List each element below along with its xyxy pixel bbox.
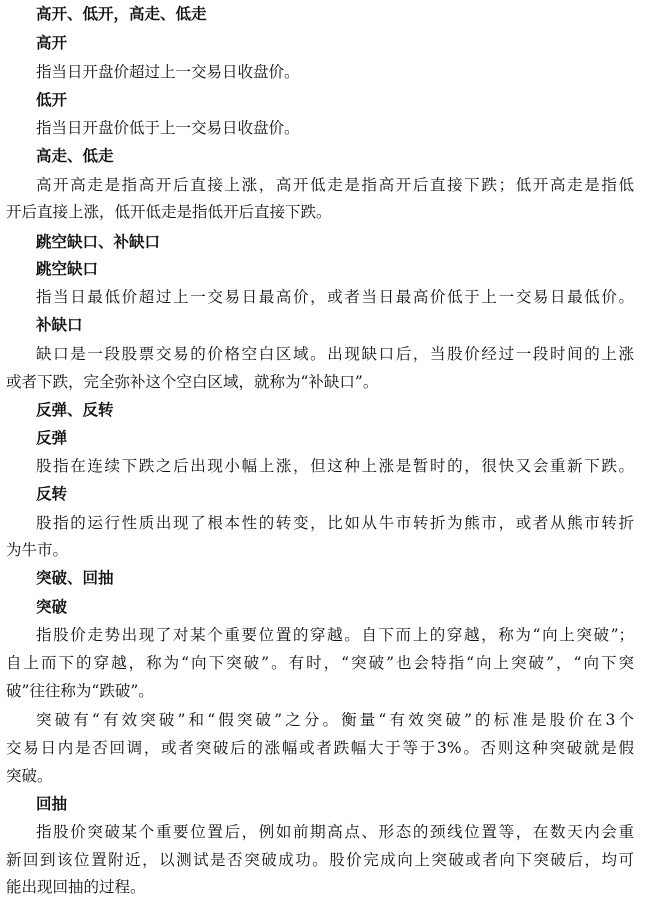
term-definition-fanzhuan-line2: 为牛市。 <box>6 541 69 559</box>
section-title-gap: 跳空缺口、补缺口 <box>36 233 161 251</box>
term-definition-tupo-p2-line1: 突破有“有效突破”和“假突破”之分。衡量“有效突破”的标准是股价在3个 <box>36 711 634 729</box>
term-definition-dikai: 指当日开盘价低于上一交易日收盘价。 <box>36 119 300 137</box>
term-heading-tiaokong: 跳空缺口 <box>36 260 99 278</box>
term-definition-huichou-line2: 新回到该位置附近，以测试是否突破成功。股价完成向上突破或者向下突破后，均可 <box>6 851 634 869</box>
term-definition-huichou-line3: 能出现回抽的过程。 <box>6 878 146 896</box>
term-definition-tiaokong: 指当日最低价超过上一交易日最高价，或者当日最高价低于上一交易日最低价。 <box>36 288 634 306</box>
term-definition-tupo-p2-line2: 交易日内是否回调，或者突破后的涨幅或者跌幅大于等于3%。否则这种突破就是假 <box>6 739 634 757</box>
term-heading-buque: 补缺口 <box>36 316 83 334</box>
section-title-gap-open: 高开、低开，高走、低走 <box>36 5 207 23</box>
term-definition-gaozou-line1: 高开高走是指高开后直接上涨，高开低走是指高开后直接下跌；低开高走是指低 <box>36 176 634 194</box>
term-heading-dikai: 低开 <box>36 91 68 109</box>
section-title-breakout: 突破、回抽 <box>36 569 114 587</box>
term-heading-gaokai: 高开 <box>36 34 68 52</box>
term-heading-fantan: 反弹 <box>36 429 68 447</box>
term-definition-fantan: 股指在连续下跌之后出现小幅上涨，但这种上涨是暂时的，很快又会重新下跌。 <box>36 457 634 475</box>
term-definition-gaozou-line2: 开后直接上涨，低开低走是指低开后直接下跌。 <box>6 203 332 221</box>
term-definition-tupo-p2-line3: 突破。 <box>6 767 53 785</box>
term-definition-tupo-p1-line3: 破”往往称为“跌破”。 <box>6 682 154 700</box>
term-definition-huichou-line1: 指股价突破某个重要位置后，例如前期高点、形态的颈线位置等，在数天内会重 <box>36 823 634 841</box>
section-title-rebound: 反弹、反转 <box>36 401 114 419</box>
term-heading-gaozou: 高走、低走 <box>36 147 114 165</box>
term-definition-fanzhuan-line1: 股指的运行性质出现了根本性的转变，比如从牛市转折为熊市，或者从熊市转折 <box>36 514 634 532</box>
term-heading-huichou: 回抽 <box>36 795 68 813</box>
term-definition-tupo-p1-line1: 指股价走势出现了对某个重要位置的穿越。自下而上的穿越，称为“向上突破”； <box>36 626 634 644</box>
term-heading-fanzhuan: 反转 <box>36 485 68 503</box>
term-definition-tupo-p1-line2: 自上而下的穿越，称为“向下突破”。有时，“突破”也会特指“向上突破”，“向下突 <box>6 654 634 672</box>
term-definition-gaokai: 指当日开盘价超过上一交易日收盘价。 <box>36 63 300 81</box>
term-definition-buque-line2: 或者下跌，完全弥补这个空白区域，就称为“补缺口”。 <box>6 373 379 391</box>
term-heading-tupo: 突破 <box>36 598 68 616</box>
term-definition-buque-line1: 缺口是一段股票交易的价格空白区域。出现缺口后，当股价经过一段时间的上涨 <box>36 345 634 363</box>
